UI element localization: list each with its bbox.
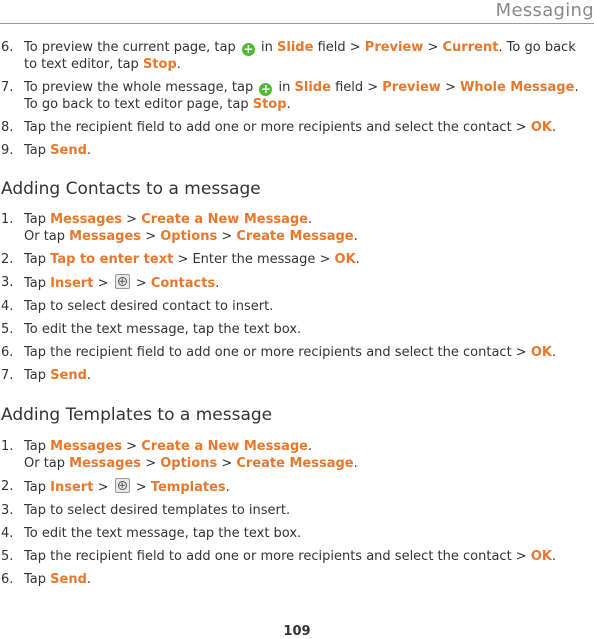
step-text: field > <box>317 40 361 55</box>
step-number: 8. <box>1 120 14 135</box>
step-number: 2. <box>1 479 14 494</box>
step-number: 4. <box>1 299 14 314</box>
list-item <box>0 142 590 159</box>
step-number: 3. <box>1 503 14 518</box>
keyword-preview: Preview <box>382 80 441 95</box>
list-item <box>0 548 590 565</box>
keyword-insert: Insert <box>50 276 94 291</box>
period: . <box>355 252 360 267</box>
list-item <box>0 502 590 519</box>
list-item <box>0 298 590 315</box>
keyword-contacts: Contacts <box>150 276 216 291</box>
keyword-current: Current <box>442 40 499 55</box>
list-item <box>0 367 590 384</box>
list-item <box>0 344 590 361</box>
step-number: 5. <box>1 322 14 337</box>
period: . <box>225 480 230 495</box>
step-text: . To go back to text editor page, tap <box>24 80 579 112</box>
separator: > <box>221 456 233 471</box>
step-number: 5. <box>1 549 14 564</box>
keyword-tap-to-enter: Tap to enter text <box>50 252 174 267</box>
list-item <box>0 119 590 136</box>
step-text: Tap to select desired templates to insert. <box>24 503 291 518</box>
period: . <box>353 456 358 471</box>
keyword-templates: Templates <box>150 480 226 495</box>
list-item <box>0 39 590 73</box>
keyword-send: Send <box>50 368 87 383</box>
period: . <box>86 143 92 158</box>
keyword-messages: Messages <box>69 229 142 244</box>
list-item <box>0 525 590 542</box>
page-number: 109 <box>283 624 311 639</box>
preview-steps <box>0 39 590 165</box>
step-text: in <box>261 40 273 55</box>
header-divider <box>0 23 594 24</box>
insert-icon <box>115 274 130 289</box>
separator: > <box>97 276 109 291</box>
period: . <box>307 439 313 454</box>
step-text: Tap to select desired contact to insert. <box>24 299 274 314</box>
step-text: Tap <box>24 368 47 383</box>
keyword-create-new: Create a New Message <box>141 212 308 227</box>
period: . <box>86 572 92 587</box>
period: . <box>176 57 181 72</box>
keyword-messages: Messages <box>69 456 142 471</box>
keyword-create-message: Create Message <box>236 456 354 471</box>
period: . <box>286 97 291 112</box>
keyword-ok: OK <box>334 252 356 267</box>
step-text: Tap <box>24 276 47 291</box>
separator: > <box>135 480 147 495</box>
keyword-ok: OK <box>530 549 552 564</box>
step-number: 7. <box>1 368 14 383</box>
keyword-slide: Slide <box>277 40 314 55</box>
keyword-stop: Stop <box>142 57 177 72</box>
step-number: 9. <box>1 143 14 158</box>
step-text: field > <box>335 80 379 95</box>
step-text: . To go back to text editor, tap <box>24 40 576 72</box>
separator: > <box>126 439 138 454</box>
step-text: Tap <box>24 252 47 267</box>
keyword-messages: Messages <box>50 439 123 454</box>
step-number: 3. <box>1 275 14 290</box>
step-number: 6. <box>1 40 14 55</box>
insert-icon <box>115 478 130 493</box>
step-text: Tap <box>24 212 47 227</box>
keyword-slide: Slide <box>294 80 331 95</box>
keyword-ok: OK <box>530 120 552 135</box>
step-number: 4. <box>1 526 14 541</box>
step-text: Tap the recipient field to add one or more recipients and select the contact > <box>24 120 527 135</box>
step-text: Tap <box>24 439 47 454</box>
period: . <box>86 368 92 383</box>
separator: > <box>427 40 439 55</box>
list-item <box>0 571 590 588</box>
step-text: To edit the text message, tap the text box. <box>24 322 302 337</box>
keyword-messages: Messages <box>50 212 123 227</box>
keyword-create-new: Create a New Message <box>141 439 308 454</box>
step-number: 1. <box>1 212 14 227</box>
period: . <box>551 345 557 360</box>
keyword-whole-message: Whole Message <box>459 80 575 95</box>
period: . <box>353 229 358 244</box>
keyword-insert: Insert <box>50 480 94 495</box>
separator: > <box>97 480 109 495</box>
step-number: 7. <box>1 80 14 95</box>
period: . <box>307 212 313 227</box>
period: . <box>215 276 220 291</box>
step-text: Tap <box>24 480 47 495</box>
step-text: Or tap <box>24 456 66 471</box>
keyword-send: Send <box>50 143 87 158</box>
step-number: 6. <box>1 572 14 587</box>
step-text: Or tap <box>24 229 66 244</box>
add-circle-icon: + <box>243 42 254 56</box>
step-text: Tap the recipient field to add one or more recipients and select the contact > <box>24 345 527 360</box>
list-item <box>0 321 590 338</box>
keyword-ok: OK <box>530 345 552 360</box>
separator: > <box>444 80 456 95</box>
separator: > <box>145 456 157 471</box>
period: . <box>551 549 557 564</box>
list-item <box>0 211 590 245</box>
templates-steps <box>0 438 590 594</box>
keyword-create-message: Create Message <box>236 229 354 244</box>
step-number: 2. <box>1 252 14 267</box>
keyword-options: Options <box>160 229 218 244</box>
section-title-contacts: Adding Contacts to a message <box>1 179 261 199</box>
keyword-preview: Preview <box>364 40 424 55</box>
keyword-send: Send <box>50 572 87 587</box>
step-text: in <box>278 80 291 95</box>
keyword-options: Options <box>160 456 218 471</box>
list-item <box>0 438 590 472</box>
contacts-steps <box>0 211 590 390</box>
list-item <box>0 79 590 113</box>
separator: > <box>145 229 157 244</box>
section-title-templates: Adding Templates to a message <box>1 405 273 425</box>
step-text: Tap <box>24 572 47 587</box>
period: . <box>551 120 557 135</box>
page-header: Messaging <box>495 0 594 21</box>
add-circle-icon: + <box>260 82 271 96</box>
step-text: To edit the text message, tap the text box. <box>24 526 302 541</box>
step-number: 1. <box>1 439 14 454</box>
separator: > <box>126 212 138 227</box>
list-item <box>0 478 590 496</box>
step-text: Tap the recipient field to add one or more recipients and select the contact > <box>24 549 527 564</box>
step-text: Tap <box>24 143 47 158</box>
separator: > <box>135 276 147 291</box>
step-text: To preview the current page, tap <box>24 40 236 55</box>
step-text: To preview the whole message, tap <box>24 80 254 95</box>
separator: > <box>221 229 233 244</box>
keyword-stop: Stop <box>252 97 287 112</box>
list-item <box>0 251 590 268</box>
step-number: 6. <box>1 345 14 360</box>
step-text: > Enter the message > <box>177 252 331 267</box>
list-item <box>0 274 590 292</box>
